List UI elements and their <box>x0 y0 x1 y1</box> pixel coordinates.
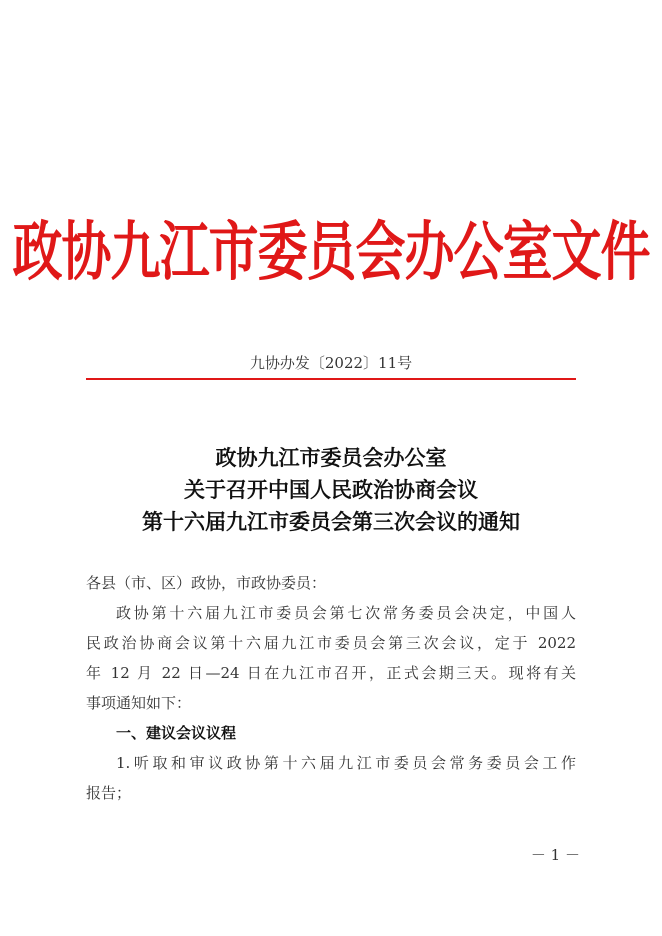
agenda-item-line: 报告； <box>86 784 132 802</box>
title-line-3: 第十六届九江市委员会第三次会议的通知 <box>142 509 520 534</box>
salutation: 各县（市、区）政协，市政协委员： <box>86 574 327 592</box>
red-divider-line <box>86 378 576 380</box>
paragraph-line: 民政治协商会议第十六届九江市委员会第三次会议，定于 2022 <box>86 634 576 652</box>
notice-title <box>0 442 662 538</box>
paragraph-line: 年 12 月 22 日—24 日在九江市召开，正式会期三天。现将有关 <box>86 664 576 682</box>
paragraph-line: 事项通知如下： <box>86 694 192 712</box>
notice-body <box>86 568 576 808</box>
document-number: 九协办发〔2022〕11号 <box>249 354 413 372</box>
section-heading: 一、建议会议议程 <box>116 724 237 742</box>
agenda-item-line: 1.听取和审议政协第十六届九江市委员会常务委员会工作 <box>116 754 576 772</box>
page-number: － 1 － <box>530 846 580 864</box>
title-line-1: 政协九江市委员会办公室 <box>215 445 447 470</box>
title-line-2: 关于召开中国人民政治协商会议 <box>184 477 478 502</box>
masthead-title: 政协九江市委员会办公室文件 <box>12 214 650 290</box>
paragraph-line: 政协第十六届九江市委员会第七次常务委员会决定，中国人 <box>116 604 576 622</box>
